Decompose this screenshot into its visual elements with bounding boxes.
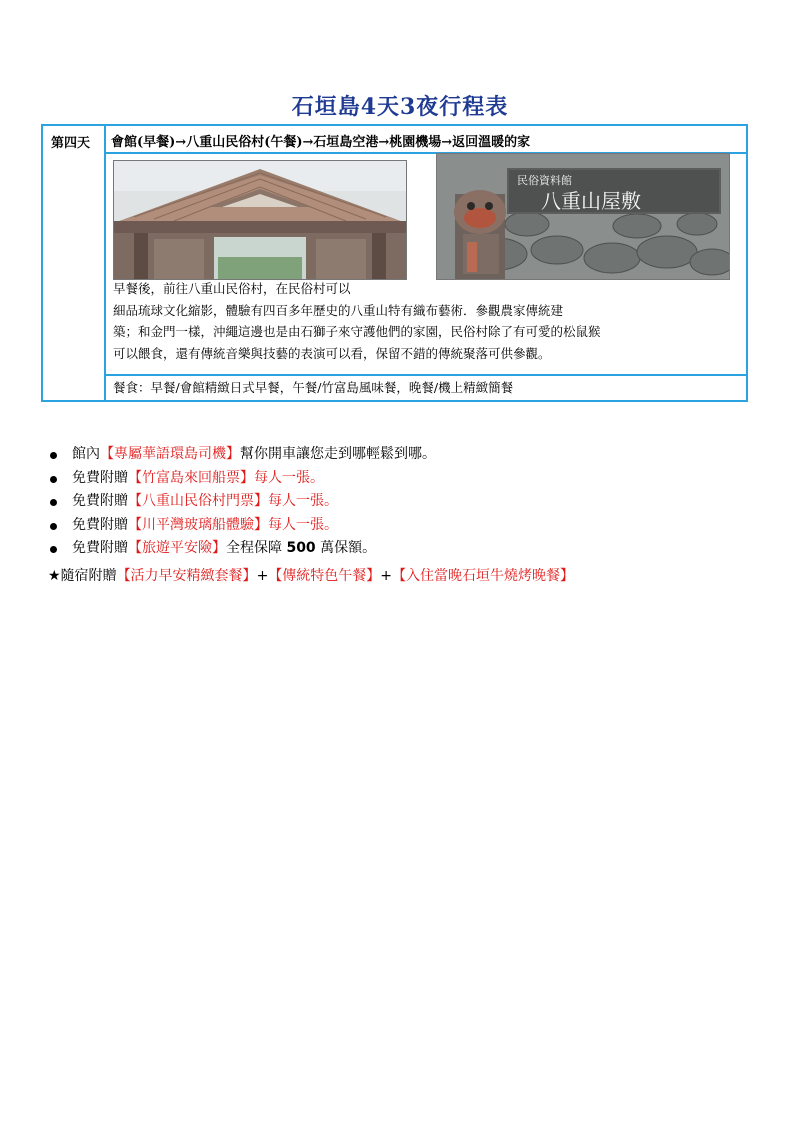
benefits-list <box>50 443 436 561</box>
item-suffix: 每人一張。 <box>268 493 338 509</box>
bonus-plus: + <box>256 568 269 584</box>
description-line: 築；和金門一樣，沖繩這邊也是由石獅子來守護他們的家園，民俗村除了有可愛的松鼠猴 <box>113 324 601 339</box>
item-prefix: 免費附贈 <box>72 493 128 509</box>
bullet-icon <box>50 523 57 530</box>
item-suffix: 每人一張。 <box>268 516 338 533</box>
day-description <box>113 278 743 364</box>
list-item <box>50 514 436 538</box>
table-column-divider <box>104 126 106 400</box>
shisa-stone-wall-photo <box>436 153 730 280</box>
bonus-line <box>48 565 574 585</box>
bonus-prefix: ★隨宿附贈 <box>48 568 117 584</box>
item-highlight: 【專屬華語環島司機】 <box>100 446 240 462</box>
description-line: 早餐後，前往八重山民俗村，在民俗村可以 <box>113 281 351 296</box>
description-line: 可以餵食，還有傳統音樂與技藝的表演可以看，保留不錯的傳統聚落可供參觀。 <box>113 345 551 361</box>
route-text: 會館(早餐)→八重山民俗村(午餐)→石垣島空港→桃園機場→返回溫暖的家 <box>111 135 531 150</box>
list-item <box>50 443 436 467</box>
item-suffix: 幫你開車讓您走到哪輕鬆到哪。 <box>240 446 436 462</box>
bullet-icon <box>50 546 57 553</box>
item-suffix: 全程保障 <box>226 540 287 556</box>
item-prefix: 館內 <box>72 446 100 462</box>
meal-info: 餐食：早餐/會館精緻日式早餐，午餐/竹富島風味餐，晚餐/機上精緻簡餐 <box>113 380 514 395</box>
traditional-gate-photo <box>113 160 407 280</box>
bonus-item: 【入住當晚石垣牛燒烤晚餐】 <box>392 568 575 584</box>
bonus-item: 【活力早安精緻套餐】 <box>116 568 257 584</box>
sign-big-text: 八重山屋敷 <box>541 189 641 213</box>
item-suffix: 每人一張。 <box>254 469 324 486</box>
bullet-icon <box>50 476 57 483</box>
item-prefix: 免費附贈 <box>72 540 128 556</box>
table-row-divider-meal <box>104 374 746 376</box>
list-item <box>50 467 436 491</box>
item-prefix: 免費附贈 <box>72 469 128 486</box>
item-suffix-end: 萬保額。 <box>315 540 377 556</box>
item-amount: 500 <box>286 540 316 556</box>
page-title: 石垣島4天3夜行程表 <box>291 94 509 120</box>
list-item <box>50 490 436 514</box>
item-highlight: 【川平灣玻璃船體驗】 <box>128 516 268 533</box>
item-highlight: 【竹富島來回船票】 <box>128 469 254 486</box>
bonus-item: 【傳統特色午餐】 <box>268 568 381 584</box>
item-prefix: 免費附贈 <box>72 516 128 533</box>
day-label: 第四天 <box>51 136 91 151</box>
description-line: 細品琉球文化縮影，體驗有四百多年歷史的八重山特有織布藝術．參觀農家傳統建 <box>113 302 564 318</box>
sign-small-text: 民俗資料館 <box>517 174 572 187</box>
bullet-icon <box>50 452 57 459</box>
itinerary-table <box>41 124 748 402</box>
list-item <box>50 537 436 561</box>
item-highlight: 【旅遊平安險】 <box>128 540 226 556</box>
bullet-icon <box>50 499 57 506</box>
bonus-plus: + <box>380 568 393 584</box>
item-highlight: 【八重山民俗村門票】 <box>128 493 268 509</box>
